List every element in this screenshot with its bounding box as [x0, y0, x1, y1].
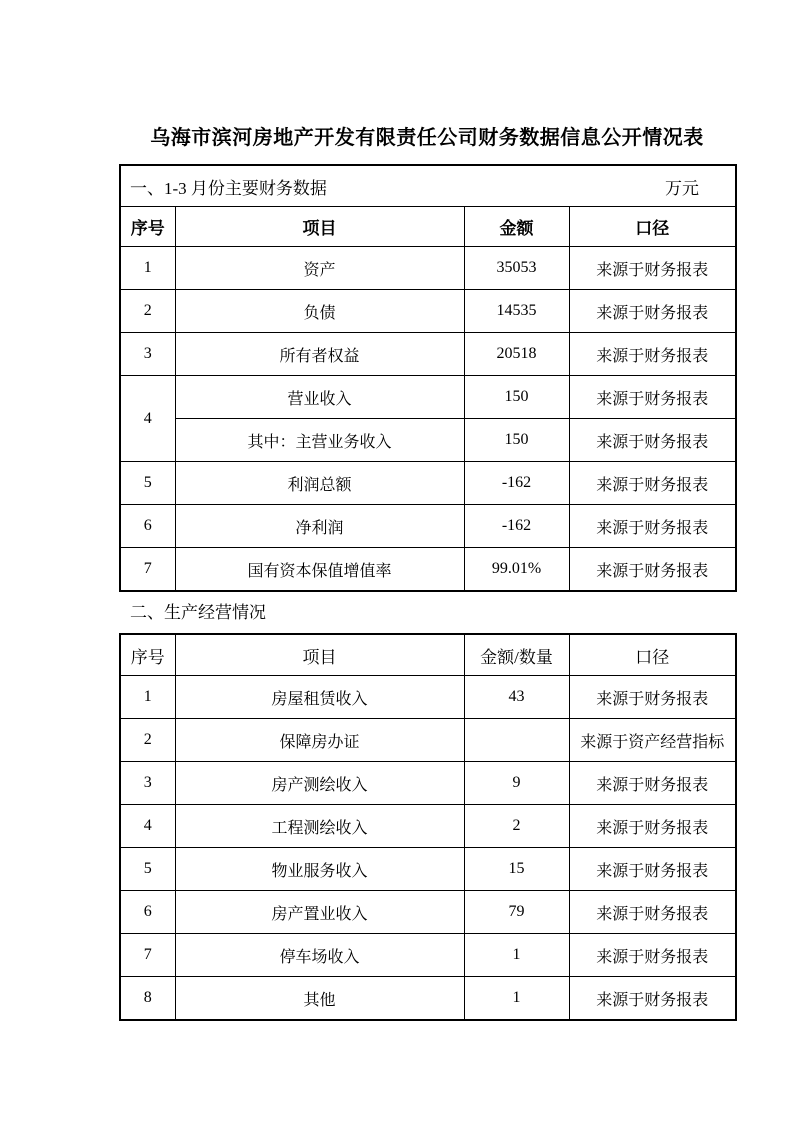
- page-title: 乌海市滨河房地产开发有限责任公司财务数据信息公开情况表: [150, 127, 704, 149]
- column-header-item: 项目: [175, 634, 464, 676]
- amount-cell: 150: [464, 419, 569, 462]
- amount-cell: 79: [464, 891, 569, 934]
- caliber-cell: 来源于财务报表: [569, 333, 736, 376]
- amount-cell: 1: [464, 977, 569, 1021]
- item-cell: 国有资本保值增值率: [175, 548, 464, 592]
- column-header-item: 项目: [175, 207, 464, 247]
- column-header-amount-qty: 金额/数量: [464, 634, 569, 676]
- serial-cell: 7: [120, 548, 175, 592]
- serial-cell: 2: [120, 719, 175, 762]
- section-2-heading: 二、生产经营情况: [130, 603, 266, 622]
- amount-cell: 150: [464, 376, 569, 419]
- item-cell: 其他: [175, 977, 464, 1021]
- table-row: [120, 676, 736, 719]
- unit-label: 万元: [665, 178, 700, 198]
- table-row: [120, 848, 736, 891]
- caliber-cell: 来源于财务报表: [569, 676, 736, 719]
- item-cell: 负债: [175, 290, 464, 333]
- caliber-cell: 来源于财务报表: [569, 805, 736, 848]
- table-row: [120, 247, 736, 290]
- item-cell: 保障房办证: [175, 719, 464, 762]
- serial-cell-merged: 4: [120, 376, 175, 462]
- item-cell: 利润总额: [175, 462, 464, 505]
- amount-cell: -162: [464, 462, 569, 505]
- table1-header-row: [120, 207, 736, 247]
- table2-header-row: [120, 634, 736, 676]
- section-1-label: 一、1-3 月份主要财务数据: [130, 178, 327, 198]
- caliber-cell: 来源于财务报表: [569, 977, 736, 1021]
- amount-cell: 1: [464, 934, 569, 977]
- table-row: [120, 376, 736, 419]
- caliber-cell: 来源于财务报表: [569, 934, 736, 977]
- document-content: [119, 0, 735, 1021]
- table-row: [120, 762, 736, 805]
- table-row: [120, 548, 736, 592]
- item-cell: 营业收入: [175, 376, 464, 419]
- table-row: [120, 934, 736, 977]
- item-cell: 停车场收入: [175, 934, 464, 977]
- item-cell: 所有者权益: [175, 333, 464, 376]
- amount-cell: 14535: [464, 290, 569, 333]
- caliber-cell: 来源于财务报表: [569, 505, 736, 548]
- serial-cell: 4: [120, 805, 175, 848]
- column-header-caliber: 口径: [569, 207, 736, 247]
- caliber-cell: 来源于财务报表: [569, 548, 736, 592]
- serial-cell: 5: [120, 462, 175, 505]
- caliber-cell: 来源于财务报表: [569, 762, 736, 805]
- item-cell: 资产: [175, 247, 464, 290]
- table-row: [120, 977, 736, 1021]
- amount-cell: 2: [464, 805, 569, 848]
- serial-cell: 3: [120, 333, 175, 376]
- amount-cell: 43: [464, 676, 569, 719]
- amount-cell: 20518: [464, 333, 569, 376]
- item-cell: 房屋租赁收入: [175, 676, 464, 719]
- caliber-cell: 来源于财务报表: [569, 891, 736, 934]
- item-cell: 工程测绘收入: [175, 805, 464, 848]
- amount-cell: 99.01%: [464, 548, 569, 592]
- serial-cell: 2: [120, 290, 175, 333]
- item-cell: 物业服务收入: [175, 848, 464, 891]
- table-row: [120, 462, 736, 505]
- caliber-cell: 来源于资产经营指标: [569, 719, 736, 762]
- column-header-amount: 金额: [464, 207, 569, 247]
- serial-cell: 7: [120, 934, 175, 977]
- amount-cell: 35053: [464, 247, 569, 290]
- caliber-cell: 来源于财务报表: [569, 376, 736, 419]
- table-row: [120, 419, 736, 462]
- item-cell: 净利润: [175, 505, 464, 548]
- serial-cell: 5: [120, 848, 175, 891]
- serial-cell: 3: [120, 762, 175, 805]
- caliber-cell: 来源于财务报表: [569, 419, 736, 462]
- serial-cell: 1: [120, 676, 175, 719]
- item-cell-subitem: 其中：主营业务收入: [175, 419, 464, 462]
- caliber-cell: 来源于财务报表: [569, 462, 736, 505]
- serial-cell: 6: [120, 505, 175, 548]
- caliber-cell: 来源于财务报表: [569, 848, 736, 891]
- table-row: [120, 719, 736, 762]
- table-row: [120, 805, 736, 848]
- main-financial-table: [119, 164, 737, 592]
- column-header-serial: 序号: [120, 207, 175, 247]
- production-operation-table: [119, 633, 737, 1021]
- table-row: [120, 505, 736, 548]
- table1-caption-cell: [120, 165, 736, 207]
- amount-cell: 15: [464, 848, 569, 891]
- serial-cell: 1: [120, 247, 175, 290]
- table-row: [120, 333, 736, 376]
- caliber-cell: 来源于财务报表: [569, 290, 736, 333]
- item-cell: 房产测绘收入: [175, 762, 464, 805]
- table-row: [120, 290, 736, 333]
- amount-cell: -162: [464, 505, 569, 548]
- column-header-caliber: 口径: [569, 634, 736, 676]
- serial-cell: 8: [120, 977, 175, 1021]
- item-cell: 房产置业收入: [175, 891, 464, 934]
- serial-cell: 6: [120, 891, 175, 934]
- amount-cell-empty: [464, 719, 569, 762]
- column-header-serial: 序号: [120, 634, 175, 676]
- caliber-cell: 来源于财务报表: [569, 247, 736, 290]
- table1-caption-row: [120, 165, 736, 207]
- amount-cell: 9: [464, 762, 569, 805]
- table-row: [120, 891, 736, 934]
